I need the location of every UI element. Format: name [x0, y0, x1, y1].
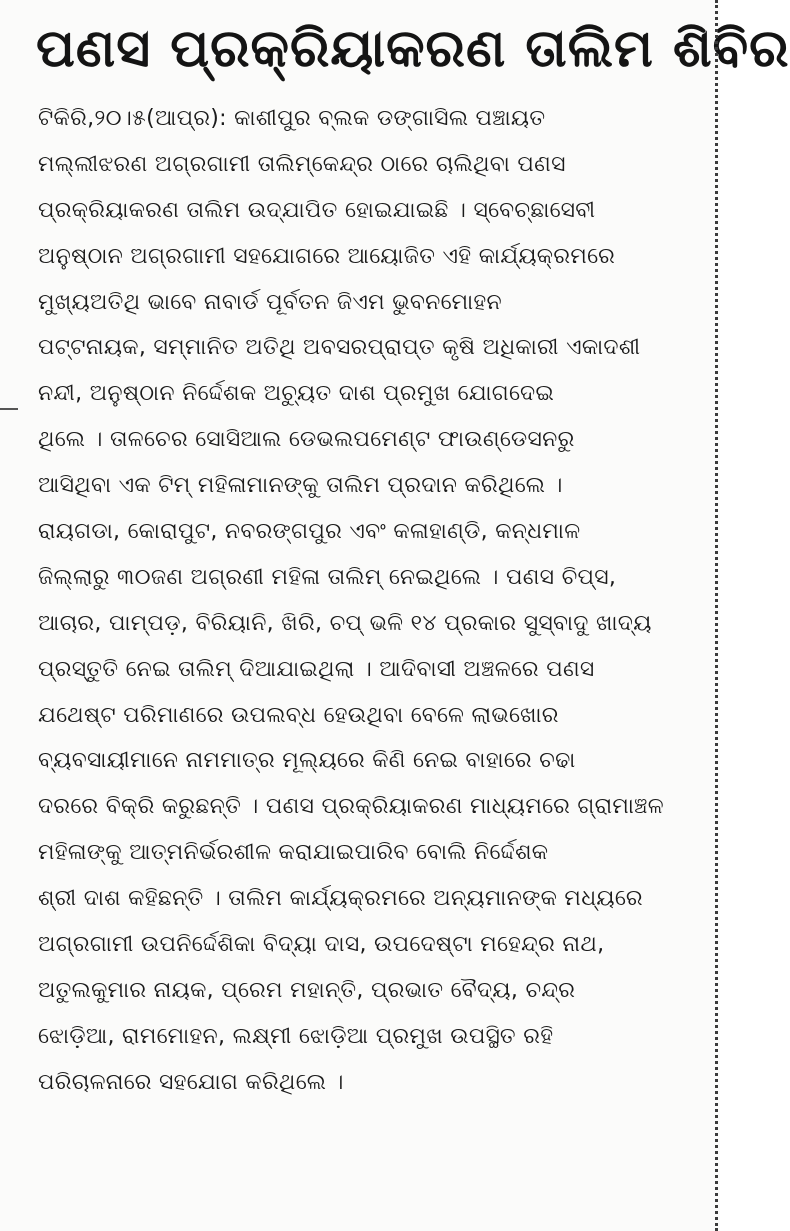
headline: ପଣସ ପ୍ରକ୍ରିୟାକରଣ ତାଲିମ ଶିବିର: [36, 19, 790, 79]
body-line: ଯଥେଷ୍ଟ ପରିମାଣରେ ଉପଲବ୍ଧ ହେଉଥିବା ବେଳେ ଲାଭଖୋର: [38, 702, 559, 728]
body-line: ଆସିଥିବା ଏକ ଟିମ୍ ମହିଳାମାନଙ୍କୁ ତାଲିମ ପ୍ରଦାନ କରିଥିଲେ ।: [38, 473, 563, 499]
margin-tick-mark: [0, 408, 18, 410]
body-line: ଅଗ୍ରଗାମୀ ଉପନିର୍ଦ୍ଦେଶିକା ବିଦ୍ୟା ଦାସ, ଉପଦେଷ୍ଟା ମହେନ୍ଦ୍ର ନାଥ,: [38, 932, 605, 958]
article-body: [38, 96, 694, 1106]
body-line: ମଲ୍ଲୀଝରଣ ଅଗ୍ରଗାମୀ ତାଲିମ୍‌କେନ୍ଦ୍ର ଠାରେ ଚାଲିଥିବା ପଣସ: [38, 151, 566, 177]
body-line: ଟିକିରି,୨୦।୫(ଆପ୍ର): କାଶୀପୁର ବ୍ଲକ ଡଙ୍ଗାସିଲ ପଞ୍ଚାୟତ: [38, 106, 546, 131]
body-line: ପଟ୍ଟନାୟକ, ସମ୍ମାନିତ ଅତିଥି ଅବସରପ୍ରାପ୍ତ କୃଷି ଅଧିକାରୀ ଏକାଦଶୀ: [38, 335, 641, 361]
body-line: ଝୋଡ଼ିଆ, ରାମମୋହନ, ଲକ୍ଷ୍ମୀ ଝୋଡ଼ିଆ ପ୍ରମୁଖ ଉପସ୍ଥିତ ରହି: [38, 1023, 554, 1049]
body-line: ଜିଲ୍ଲାରୁ ୩୦ଜଣ ଅଗ୍ରଣୀ ମହିଳା ତାଲିମ୍ ନେଇଥିଲେ । ପଣସ ଚିପ୍ସ,: [38, 564, 617, 590]
body-line: ଅନୁଷ୍ଠାନ ଅଗ୍ରଗାମୀ ସହଯୋଗରେ ଆୟୋଜିତ ଏହି କାର୍ଯ୍ୟକ୍ରମରେ: [38, 243, 616, 269]
body-line: ଅତୁଲକୁମାର ନାୟକ, ପ୍ରେମ ମହାନ୍ତି, ପ୍ରଭାତ ବୈଦ୍ୟ, ଚନ୍ଦ୍ର: [38, 977, 576, 1003]
body-line: ବ୍ୟବସାୟୀମାନେ ନାମମାତ୍ର ମୂଲ୍ୟରେ କିଣି ନେଇ ବାହାରେ ଚଢା: [38, 748, 576, 774]
body-line: ଥିଲେ । ତାଳଚେର ସୋସିଆଲ ଡେଭଲପମେଣ୍ଟ ଫାଉଣ୍ଡେସନରୁ: [38, 427, 575, 453]
body-line: ପ୍ରସ୍ତୁତି ନେଇ ତାଲିମ୍ ଦିଆଯାଇଥିଲା । ଆଦିବାସୀ ଅଞ୍ଚଳରେ ପଣସ: [38, 656, 595, 682]
body-line: ଦରରେ ବିକ୍ରି କରୁଛନ୍ତି । ପଣସ ପ୍ରକ୍ରିୟାକରଣ ମାଧ୍ୟମରେ ଗ୍ରାମାଞ୍ଚଳ: [38, 794, 664, 820]
body-line: ଆଚାର, ପାମ୍ପଡ଼, ବିରିୟାନି, ଖିରି, ଚପ୍ ଭଳି ୧୪ ପ୍ରକାର ସୁସ୍ବାଦୁ ଖାଦ୍ୟ: [38, 610, 652, 636]
body-line: ନନ୍ଦୀ, ଅନୁଷ୍ଠାନ ନିର୍ଦ୍ଦେଶକ ଅଚ୍ୟୁତ ଦାଶ ପ୍ରମୁଖ ଯୋଗଦେଇ: [38, 381, 555, 407]
body-line: ରାୟଗଡା, କୋରାପୁଟ, ନବରଙ୍ଗପୁର ଏବଂ କଳାହାଣ୍ଡି, କନ୍ଧମାଳ: [38, 519, 581, 545]
body-line: ମୁଖ୍ୟଅତିଥି ଭାବେ ନାବାର୍ଡ ପୂର୍ବତନ ଜିଏମ ଭୁବନମୋହନ: [38, 289, 502, 315]
body-line: ପ୍ରକ୍ରିୟାକରଣ ତାଲିମ ଉଦ୍‌ଯାପିତ ହୋଇଯାଇଛି । ସ୍ବେଚ୍ଛାସେବୀ: [38, 197, 596, 223]
body-line: ଶ୍ରୀ ଦାଶ କହିଛନ୍ତି । ତାଲିମ କାର୍ଯ୍ୟକ୍ରମରେ ଅନ୍ୟମାନଙ୍କ ମଧ୍ୟରେ: [38, 886, 643, 912]
body-line: ପରିଚାଳନାରେ ସହଯୋଗ କରିଥିଲେ ।: [38, 1069, 344, 1095]
dotted-cut-border: [715, 0, 718, 1231]
body-line: ମହିଳାଙ୍କୁ ଆତ୍ମନିର୍ଭରଶୀଳ କରାଯାଇପାରିବ ବୋଲି ନିର୍ଦ୍ଦେଶକ: [38, 840, 549, 866]
